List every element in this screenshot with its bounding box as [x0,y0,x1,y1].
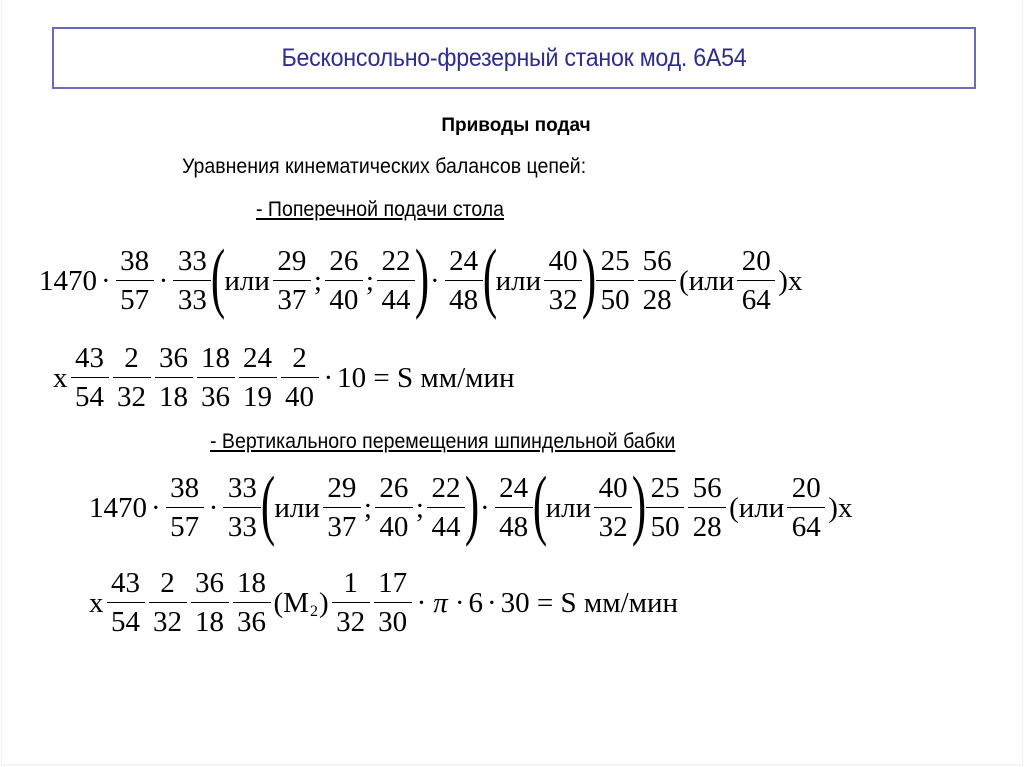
formula-text: 10 = S мм/мин [337,361,515,394]
denominator: 48 [495,507,533,542]
multiply-dot: · [454,586,465,619]
fraction [323,474,361,542]
fraction [155,344,193,412]
formula-text: ; [363,491,372,524]
denominator: 40 [325,280,363,315]
numerator: 38 [120,245,150,277]
numerator: 33 [177,245,207,277]
denominator: 32 [544,280,582,315]
fraction [737,247,775,315]
numerator: 38 [170,472,200,504]
fraction [173,247,211,315]
denominator: 57 [166,507,204,542]
formula-text: или [545,491,592,524]
fraction [787,474,825,542]
fraction [596,247,634,315]
numerator: 24 [499,472,529,504]
formula-vertical-travel-line1 [88,462,853,554]
multiply-dot: · [479,491,490,524]
denominator: 50 [646,507,684,542]
formula-text: )х [778,264,803,297]
numerator: 25 [600,245,630,277]
fraction [495,474,533,542]
fraction [646,474,684,542]
right-paren: ) [581,233,597,320]
formula-text: (М [273,586,309,619]
numerator: 56 [692,472,722,504]
numerator: 18 [237,567,266,599]
right-paren: ) [464,460,480,547]
fraction [71,344,109,412]
numerator: 20 [791,472,821,504]
fraction [377,247,415,315]
denominator: 64 [737,280,775,315]
numerator: 25 [650,472,680,504]
fraction [325,247,363,315]
formula-cross-feed-line2 [52,332,516,424]
left-paren: ( [482,233,497,320]
formula-text: 1470 [89,491,147,524]
denominator: 32 [594,507,632,542]
formula-text: ) [318,586,329,619]
numerator: 36 [195,567,224,599]
numerator: 18 [201,342,230,374]
numerator: 26 [329,245,359,277]
denominator: 18 [191,602,229,637]
numerator: 24 [449,245,479,277]
numerator: 26 [379,472,409,504]
subheading-kinematic-balance: Уравнения кинематических балансов цепей: [182,155,587,178]
denominator: 37 [273,280,311,315]
denominator: 37 [323,507,361,542]
formula-text: 6 [468,586,483,619]
left-paren: ( [211,233,226,320]
formula-text: )х [828,491,853,524]
numerator: 22 [431,472,461,504]
denominator: 57 [116,280,154,315]
denominator: 32 [332,602,370,637]
denominator: 54 [71,377,109,412]
numerator: 56 [642,245,672,277]
denominator: 50 [596,280,634,315]
denominator: 36 [233,602,271,637]
denominator: 36 [197,377,235,412]
fraction [375,474,413,542]
fraction [594,474,632,542]
formula-text: или [495,264,542,297]
fraction [191,569,229,637]
fraction [113,344,151,412]
fraction [427,474,465,542]
denominator: 32 [149,602,187,637]
numerator: 2 [124,342,139,374]
left-paren: ( [532,460,547,547]
multiply-dot: · [151,491,161,524]
multiply-dot: · [416,586,427,619]
denominator: 19 [239,377,277,412]
fraction [273,247,311,315]
fraction [281,344,319,412]
numerator: 33 [227,472,257,504]
formula-text: х [89,586,104,619]
formula-text: х [53,361,68,394]
fraction [233,569,271,637]
formula-text: 30 = S мм/мин [500,586,679,619]
title-box [52,27,976,89]
multiply-dot: · [487,586,497,619]
slide-title: Бесконсольно-фрезерный станок мод. 6А54 [281,43,747,72]
multiply-dot: · [158,264,169,297]
numerator: 40 [548,245,578,277]
fraction [116,247,154,315]
denominator: 32 [113,377,151,412]
subscript: 2 [309,603,318,620]
denominator: 48 [445,280,483,315]
numerator: 40 [598,472,628,504]
fraction [149,569,187,637]
numerator: 20 [741,245,771,277]
left-paren: ( [261,460,276,547]
numerator: 2 [160,567,175,599]
numerator: 43 [111,567,140,599]
numerator: 24 [243,342,272,374]
numerator: 1 [343,567,358,599]
denominator: 44 [377,280,415,315]
multiply-dot: · [101,264,111,297]
denominator: 33 [173,280,211,315]
fraction [445,247,483,315]
right-paren: ) [414,233,430,320]
fraction [166,474,204,542]
fraction [688,474,726,542]
formula-text: ; [415,491,424,524]
right-paren: ) [631,460,647,547]
numerator: 36 [159,342,188,374]
multiply-dot: · [429,264,440,297]
denominator: 40 [375,507,413,542]
denominator: 44 [427,507,465,542]
multiply-dot: · [208,491,219,524]
formula-text: ; [365,264,374,297]
formula-text: (или [729,491,785,524]
pi-symbol: π [433,586,448,619]
multiply-dot: · [323,361,334,394]
fraction [332,569,370,637]
section-vertical-travel: - Вертикального перемещения шпиндельной бабки [210,430,676,453]
formula-text: ; [313,264,322,297]
denominator: 64 [787,507,825,542]
numerator: 43 [75,342,104,374]
denominator: 28 [688,507,726,542]
denominator: 54 [107,602,145,637]
fraction [197,344,235,412]
numerator: 29 [327,472,357,504]
formula-text: или [224,264,270,297]
slide [1,0,1023,766]
denominator: 40 [281,377,319,412]
formula-text: 1470 [39,264,97,297]
fraction [638,247,676,315]
numerator: 29 [277,245,307,277]
formula-text: (или [679,264,735,297]
fraction [239,344,277,412]
numerator: 22 [381,245,411,277]
denominator: 30 [374,602,412,637]
denominator: 33 [223,507,261,542]
formula-text: или [274,491,320,524]
section-cross-feed: - Поперечной подачи стола [256,198,505,221]
fraction [223,474,261,542]
numerator: 2 [292,342,307,374]
formula-cross-feed-line1 [38,235,803,327]
fraction [544,247,582,315]
fraction [374,569,412,637]
denominator: 18 [155,377,193,412]
fraction [107,569,145,637]
numerator: 17 [378,567,408,599]
denominator: 28 [638,280,676,315]
formula-vertical-travel-line2 [88,557,679,649]
heading-feed-drives: Приводы подач [441,115,591,136]
